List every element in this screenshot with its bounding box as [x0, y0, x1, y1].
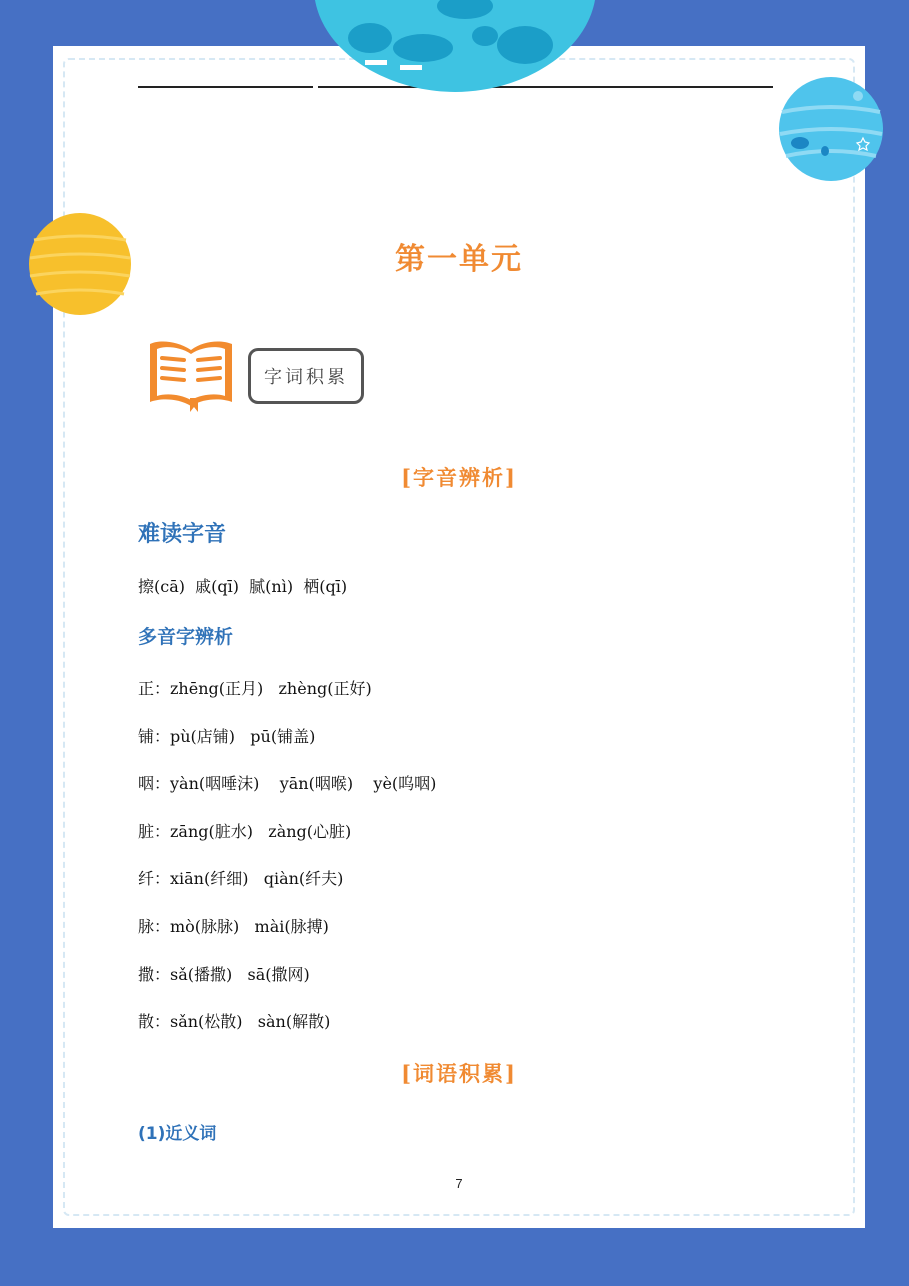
- page-number: 7: [455, 1176, 463, 1191]
- blue-planet-icon: [315, 0, 595, 95]
- heading-polyphonic: 多音字辨析: [138, 626, 234, 648]
- polyphonic-line: 铺：pù(店铺) pū(铺盖): [138, 727, 316, 746]
- heading-synonyms: (1)近义词: [138, 1124, 217, 1144]
- polyphonic-line: 脉：mò(脉脉) mài(脉搏): [138, 917, 329, 936]
- difficult-pronunciation-line: 擦(cā) 戚(qī) 腻(nì) 栖(qī): [138, 577, 348, 596]
- document-page: [53, 46, 865, 1228]
- unit-title: 第一单元: [395, 242, 523, 277]
- section-heading-pronunciation: [字音辨析]: [401, 465, 517, 490]
- polyphonic-line: 咽：yàn(咽唾沫) yān(咽喉) yè(呜咽): [138, 774, 437, 793]
- section-heading-vocabulary: [词语积累]: [401, 1061, 517, 1086]
- open-book-icon: [146, 336, 236, 416]
- heading-difficult-pronunciation: 难读字音: [138, 522, 227, 547]
- yellow-planet-icon: [28, 212, 132, 316]
- polyphonic-line: 散：sǎn(松散) sàn(解散): [138, 1012, 331, 1031]
- polyphonic-line: 正：zhēng(正月) zhèng(正好): [138, 679, 372, 698]
- polyphonic-line: 脏：zāng(脏水) zàng(心脏): [138, 822, 352, 841]
- striped-planet-icon: [778, 76, 884, 182]
- polyphonic-line: 撒：sǎ(播撒) sā(撒网): [138, 965, 310, 984]
- header-rule-left: [138, 86, 313, 88]
- section-label-box: 字词积累: [248, 348, 364, 404]
- polyphonic-line: 纤：xiān(纤细) qiàn(纤夫): [138, 869, 344, 888]
